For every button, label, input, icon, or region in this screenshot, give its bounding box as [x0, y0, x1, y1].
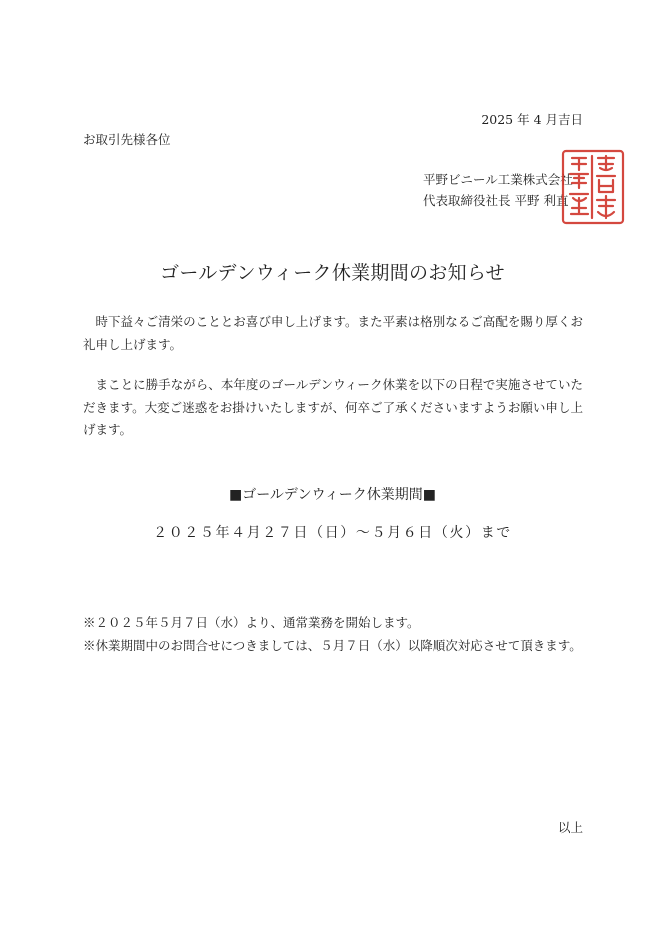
company-seal-stamp: [560, 148, 626, 226]
sender-representative: 代表取締役社長 平野 利直: [423, 193, 569, 208]
issue-date: 2025 年 4 月吉日: [481, 112, 583, 127]
inquiry-note: ※休業期間中のお問合せにつきましては、５月７日（水）以降順次対応させて頂きます。: [83, 638, 582, 653]
sender-company: 平野ビニール工業株式会社: [423, 172, 573, 187]
greeting-paragraph: 時下益々ご清栄のこととお喜び申し上げます。また平素は格別なるご高配を賜り厚くお礼申し上げます。: [83, 314, 583, 352]
holiday-period-dates: ２０２５年４月２７日（日）～５月６日（火）まで: [153, 525, 512, 541]
notice-paragraph: まことに勝手ながら、本年度のゴールデンウィーク休業を以下の日程で実施させていただきます。大変ご迷惑をお掛けいたしますが、何卒ご了承くださいますようお願い申し上げます。: [83, 377, 583, 437]
recipient: お取引先様各位: [83, 132, 171, 147]
resume-business-note: ※２０２５年５月７日（水）より、通常業務を開始します。: [83, 615, 420, 630]
closing-remark: 以上: [557, 820, 583, 835]
document-title: ゴールデンウィーク休業期間のお知らせ: [160, 262, 505, 284]
holiday-period-heading: ■ゴールデンウィーク休業期間■: [228, 487, 437, 503]
